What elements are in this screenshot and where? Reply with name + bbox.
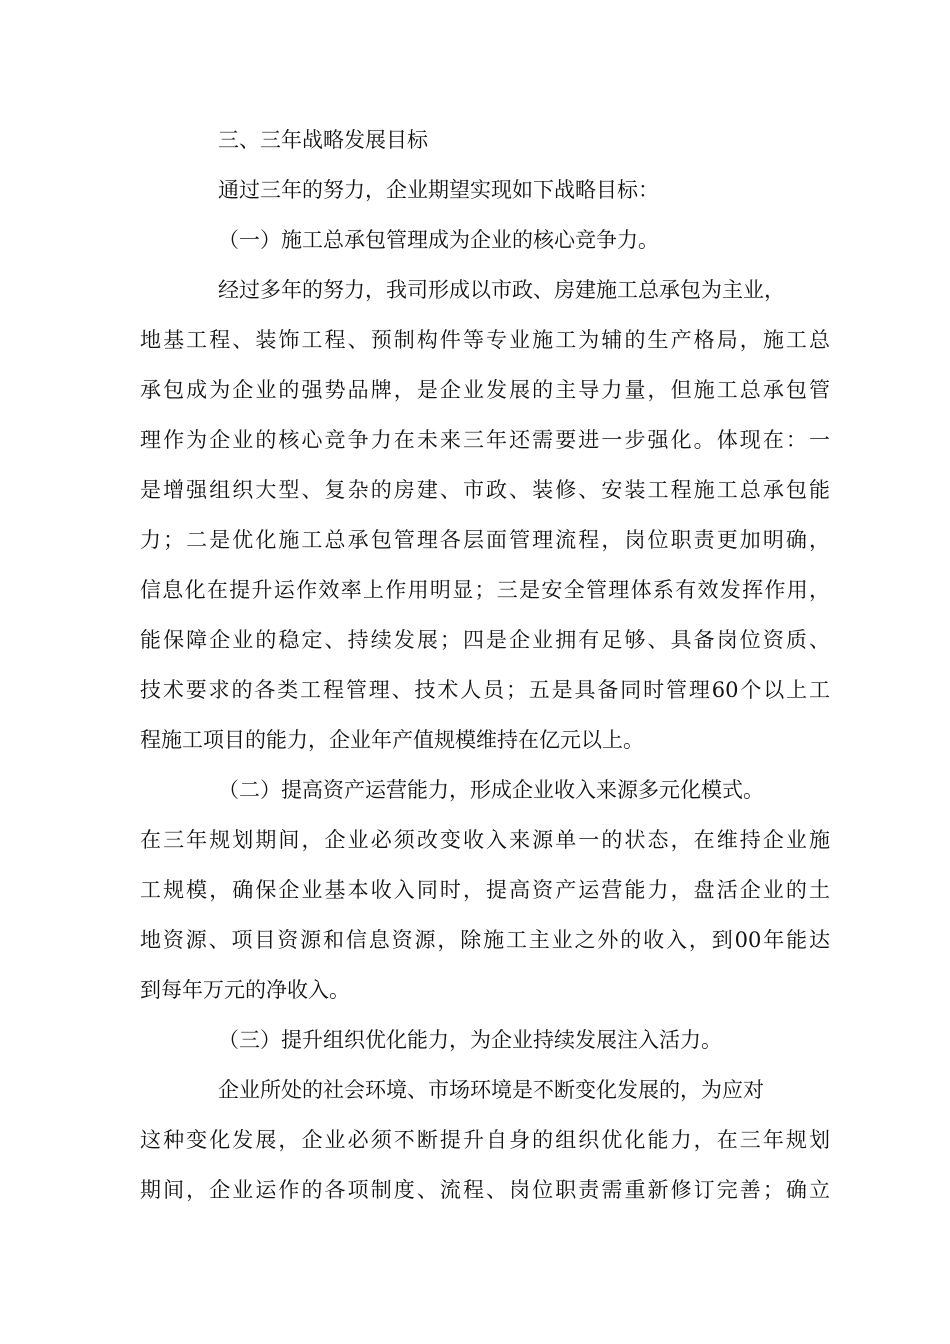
item-1-line: 力；二是优化施工总承包管理各层面管理流程，岗位职责更加明确， [140,528,830,552]
item-2-line: 到每年万元的净收入。 [140,978,350,1002]
item-1-line: 理作为企业的核心竞争力在未来三年还需要进一步强化。体现在：一 [140,428,830,452]
item-3-line: 企业所处的社会环境、市场环境是不断变化发展的，为应对 [218,1078,764,1102]
item-1-line: 信息化在提升运作效率上作用明显；三是安全管理体系有效发挥作用， [140,578,830,602]
item-1-line: 承包成为企业的强势品牌，是企业发展的主导力量，但施工总承包管 [140,378,830,402]
item-1-line: 技术要求的各类工程管理、技术人员；五是具备同时管理60个以上工 [140,678,830,702]
item-1-heading: （一）施工总承包管理成为企业的核心竞争力。 [218,228,659,252]
item-2-heading: （二）提高资产运营能力，形成企业收入来源多元化模式。 [218,778,764,802]
item-2-line: 工规模，确保企业基本收入同时，提高资产运营能力，盘活企业的土 [140,878,830,902]
item-2-line: 地资源、项目资源和信息资源，除施工主业之外的收入，到00年能达 [140,928,830,952]
item-1-line: 能保障企业的稳定、持续发展；四是企业拥有足够、具备岗位资质、 [140,628,830,652]
item-3-line: 这种变化发展，企业必须不断提升自身的组织优化能力，在三年规划 [140,1128,830,1152]
item-3-line: 期间，企业运作的各项制度、流程、岗位职责需重新修订完善；确立 [140,1178,830,1202]
item-1-line: 经过多年的努力，我司形成以市政、房建施工总承包为主业， [218,278,785,302]
item-1-line: 程施工项目的能力，企业年产值规模维持在亿元以上。 [140,728,644,752]
item-3-heading: （三）提升组织优化能力，为企业持续发展注入活力。 [218,1028,722,1052]
section-title: 三、三年战略发展目标 [218,128,428,152]
item-1-line: 是增强组织大型、复杂的房建、市政、装修、安装工程施工总承包能 [140,478,830,502]
item-2-line: 在三年规划期间，企业必须改变收入来源单一的状态，在维持企业施 [140,828,830,852]
intro-paragraph: 通过三年的努力，企业期望实现如下战略目标： [218,178,659,202]
item-1-line: 地基工程、装饰工程、预制构件等专业施工为辅的生产格局，施工总 [140,328,830,352]
